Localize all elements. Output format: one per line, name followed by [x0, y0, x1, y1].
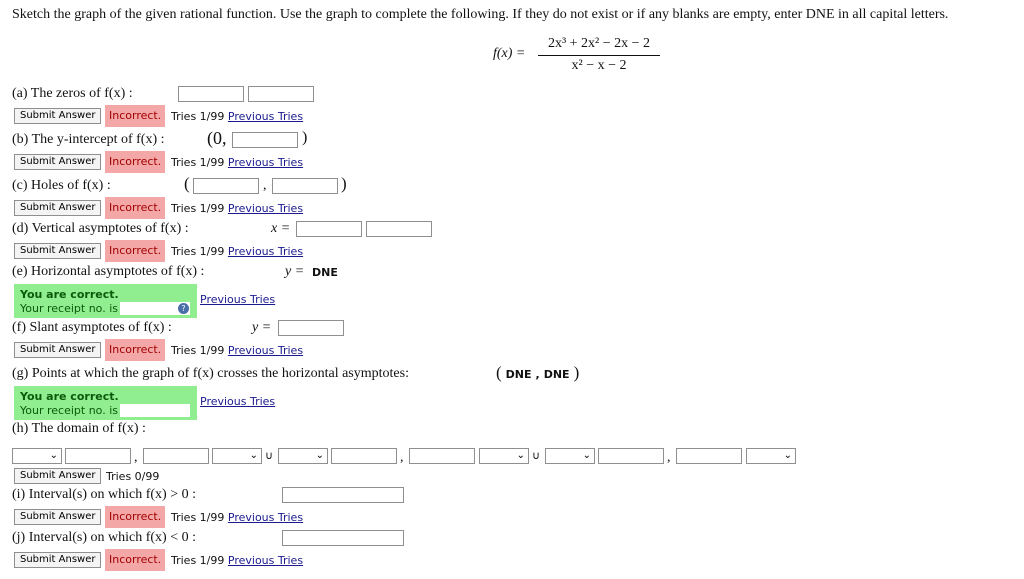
union-symbol-2: ∪	[532, 449, 541, 462]
question-h-label: (h) The domain of f(x) :	[12, 421, 146, 436]
previous-tries-link-a[interactable]: Previous Tries	[227, 110, 304, 123]
tries-h: Tries 0/99	[106, 470, 160, 483]
positive-interval-input[interactable]	[282, 487, 404, 503]
tries-c: Tries 1/99 Previous Tries	[171, 202, 304, 215]
incorrect-badge-a: Incorrect.	[105, 105, 165, 127]
help-icon[interactable]: ?	[178, 303, 189, 314]
tries-i: Tries 1/99 Previous Tries	[171, 511, 304, 524]
horizontal-asymptote-answer: DNE	[312, 266, 338, 279]
submit-button-d[interactable]: Submit Answer	[14, 243, 101, 259]
holes-input-x[interactable]	[193, 178, 259, 194]
chevron-down-icon: ⌄	[582, 450, 591, 461]
previous-tries-link-f[interactable]: Previous Tries	[227, 344, 304, 357]
slant-asymptote-prefix: y =	[252, 320, 272, 335]
domain-comma-2: ,	[400, 450, 404, 465]
y-intercept-prefix: (0,	[207, 128, 227, 148]
incorrect-badge-i: Incorrect.	[105, 506, 165, 528]
function-numerator: 2x³ + 2x² − 2x − 2	[547, 36, 651, 51]
holes-open-paren: (	[184, 174, 190, 193]
holes-comma: ,	[263, 178, 267, 193]
zeros-input-2[interactable]	[248, 86, 314, 102]
submit-button-b[interactable]: Submit Answer	[14, 154, 101, 170]
question-g-label: (g) Points at which the graph of f(x) crosses the horizontal asymptotes:	[12, 366, 409, 381]
tries-f: Tries 1/99 Previous Tries	[171, 344, 304, 357]
chevron-down-icon: ⌄	[315, 450, 324, 461]
union-symbol-1: ∪	[265, 449, 274, 462]
previous-tries-link-j[interactable]: Previous Tries	[227, 554, 304, 567]
receipt-field-g	[120, 404, 190, 417]
question-b-label: (b) The y-intercept of f(x) :	[12, 132, 165, 147]
previous-tries-link-b[interactable]: Previous Tries	[227, 156, 304, 169]
previous-tries-link-e[interactable]: Previous Tries	[200, 293, 276, 306]
previous-tries-link-d[interactable]: Previous Tries	[227, 245, 304, 258]
horizontal-asymptote-prefix: y =	[285, 264, 305, 279]
domain-bracket-select-5[interactable]	[545, 448, 595, 464]
question-i-label: (i) Interval(s) on which f(x) > 0 :	[12, 487, 197, 502]
question-j-label: (j) Interval(s) on which f(x) < 0 :	[12, 530, 197, 545]
holes-input-y[interactable]	[272, 178, 338, 194]
correct-text-g: You are correct.	[20, 390, 119, 403]
submit-button-c[interactable]: Submit Answer	[14, 200, 101, 216]
slant-asymptote-input[interactable]	[278, 320, 344, 336]
holes-close-paren: )	[341, 174, 347, 193]
submit-button-a[interactable]: Submit Answer	[14, 108, 101, 124]
vertical-asymptote-input-1[interactable]	[296, 221, 362, 237]
question-a-label: (a) The zeros of f(x) :	[12, 86, 133, 101]
domain-bracket-select-1[interactable]	[12, 448, 62, 464]
incorrect-badge-j: Incorrect.	[105, 549, 165, 571]
domain-input-3[interactable]	[331, 448, 397, 464]
negative-interval-input[interactable]	[282, 530, 404, 546]
tries-d: Tries 1/99 Previous Tries	[171, 245, 304, 258]
domain-comma-1: ,	[134, 450, 138, 465]
y-intercept-input[interactable]	[232, 132, 298, 148]
submit-button-f[interactable]: Submit Answer	[14, 342, 101, 358]
fraction-bar	[538, 55, 660, 56]
domain-bracket-select-2[interactable]	[212, 448, 262, 464]
incorrect-badge-b: Incorrect.	[105, 151, 165, 173]
domain-bracket-select-4[interactable]	[479, 448, 529, 464]
tries-j: Tries 1/99 Previous Tries	[171, 554, 304, 567]
previous-tries-link-c[interactable]: Previous Tries	[227, 202, 304, 215]
domain-bracket-select-3[interactable]	[278, 448, 328, 464]
correct-badge-e	[14, 284, 197, 318]
domain-input-1[interactable]	[65, 448, 131, 464]
chevron-down-icon: ⌄	[49, 450, 58, 461]
domain-input-6[interactable]	[676, 448, 742, 464]
correct-badge-g	[14, 386, 197, 420]
incorrect-badge-d: Incorrect.	[105, 240, 165, 262]
domain-bracket-select-6[interactable]	[746, 448, 796, 464]
chevron-down-icon: ⌄	[516, 450, 525, 461]
submit-button-i[interactable]: Submit Answer	[14, 509, 101, 525]
vertical-asymptote-prefix: x =	[271, 221, 291, 236]
tries-b: Tries 1/99 Previous Tries	[171, 156, 304, 169]
domain-comma-3: ,	[667, 450, 671, 465]
chevron-down-icon: ⌄	[783, 450, 792, 461]
incorrect-badge-c: Incorrect.	[105, 197, 165, 219]
function-denominator: x² − x − 2	[571, 58, 627, 73]
question-c-label: (c) Holes of f(x) :	[12, 178, 111, 193]
receipt-label-g: Your receipt no. is	[20, 404, 118, 417]
function-lhs: f(x) =	[493, 46, 526, 61]
previous-tries-link-g[interactable]: Previous Tries	[200, 395, 276, 408]
incorrect-badge-f: Incorrect.	[105, 339, 165, 361]
submit-button-j[interactable]: Submit Answer	[14, 552, 101, 568]
domain-input-5[interactable]	[598, 448, 664, 464]
question-f-label: (f) Slant asymptotes of f(x) :	[12, 320, 172, 335]
tries-a: Tries 1/99 Previous Tries	[171, 110, 304, 123]
y-intercept-suffix: )	[302, 129, 308, 146]
zeros-input-1[interactable]	[178, 86, 244, 102]
question-d-label: (d) Vertical asymptotes of f(x) :	[12, 221, 189, 236]
domain-input-2[interactable]	[143, 448, 209, 464]
instructions: Sketch the graph of the given rational function. Use the graph to complete the following. If they do not exist or if any blanks are empty, enter DNE in all capital letters.	[12, 7, 949, 22]
vertical-asymptote-input-2[interactable]	[366, 221, 432, 237]
question-e-label: (e) Horizontal asymptotes of f(x) :	[12, 264, 205, 279]
domain-input-4[interactable]	[409, 448, 475, 464]
previous-tries-link-i[interactable]: Previous Tries	[227, 511, 304, 524]
correct-text-e: You are correct.	[20, 288, 119, 301]
crossing-points-answer: ( DNE , DNE )	[496, 363, 580, 382]
chevron-down-icon: ⌄	[249, 450, 258, 461]
submit-button-h[interactable]: Submit Answer	[14, 468, 101, 484]
receipt-label-e: Your receipt no. is	[20, 302, 118, 315]
